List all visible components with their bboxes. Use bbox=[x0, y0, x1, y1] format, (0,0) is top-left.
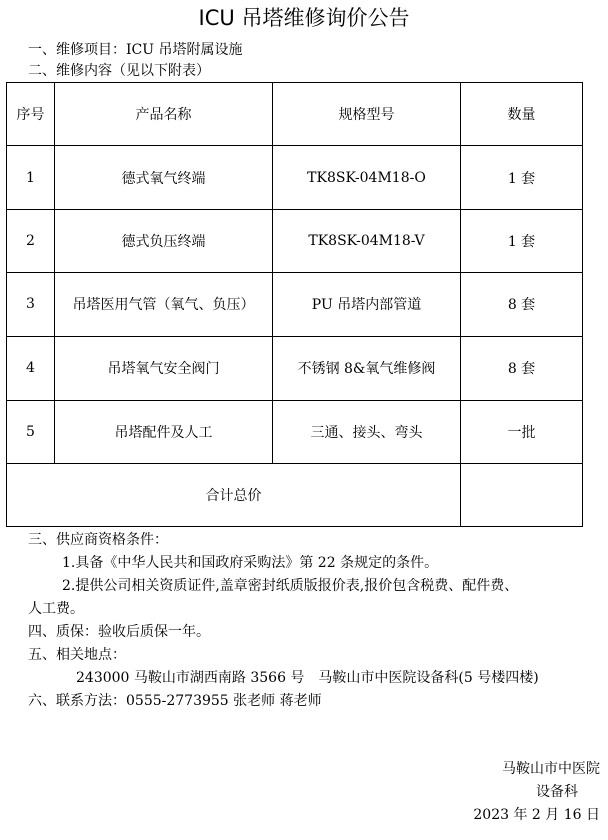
header-quantity: 数量 bbox=[461, 83, 583, 146]
header-product-name: 产品名称 bbox=[55, 83, 273, 146]
page-title: ICU 吊塔维修询价公告 bbox=[198, 6, 410, 30]
row-quantity: 1 套 bbox=[461, 210, 583, 273]
row-index: 1 bbox=[7, 146, 55, 210]
section-5-address: 243000 马鞍山市湖西南路 3566 号 马鞍山市中医院设备科(5 号楼四楼) bbox=[76, 670, 539, 686]
row-quantity: 一批 bbox=[461, 400, 583, 463]
row-quantity: 8 套 bbox=[461, 273, 583, 336]
section-3-item-1: 1.具备《中华人民共和国政府采购法》第 22 条规定的条件。 bbox=[62, 555, 439, 571]
row-spec-model: TK8SK-04M18-O bbox=[273, 146, 461, 210]
table-total-row bbox=[7, 463, 583, 526]
row-spec-model: 三通、接头、弯头 bbox=[273, 400, 461, 463]
row-index: 3 bbox=[7, 273, 55, 336]
section-6-contact: 六、联系方法：0555-2773955 张老师 蒋老师 bbox=[28, 693, 322, 709]
table-row bbox=[7, 210, 583, 273]
row-spec-model: PU 吊塔内部管道 bbox=[273, 273, 461, 336]
section-3-heading: 三、供应商资格条件： bbox=[28, 532, 168, 548]
section-3-item-2: 2.提供公司相关资质证件,盖章密封纸质版报价表,报价包含税费、配件费、 bbox=[62, 578, 519, 594]
section-1-maintenance-item: 一、维修项目：ICU 吊塔附属设施 bbox=[28, 42, 243, 58]
signature-organization: 马鞍山市中医院 bbox=[502, 761, 600, 777]
section-2-maintenance-content: 二、维修内容（见以下附表） bbox=[28, 63, 210, 79]
row-product-name: 吊塔医用气管（氧气、负压） bbox=[55, 273, 273, 336]
row-product-name: 吊塔氧气安全阀门 bbox=[55, 336, 273, 400]
row-index: 5 bbox=[7, 400, 55, 463]
row-quantity: 8 套 bbox=[461, 336, 583, 400]
section-4-warranty: 四、质保：验收后质保一年。 bbox=[28, 624, 210, 640]
items-table bbox=[6, 82, 583, 527]
row-quantity: 1 套 bbox=[461, 146, 583, 210]
table-row bbox=[7, 336, 583, 400]
row-spec-model: 不锈钢 8&氧气维修阀 bbox=[273, 336, 461, 400]
section-5-heading: 五、相关地点： bbox=[28, 647, 126, 663]
table-row bbox=[7, 400, 583, 463]
row-index: 4 bbox=[7, 336, 55, 400]
section-3-item-2-continued: 人工费。 bbox=[28, 601, 84, 617]
row-product-name: 德式氧气终端 bbox=[55, 146, 273, 210]
signature-department: 设备科 bbox=[536, 784, 578, 800]
table-row bbox=[7, 146, 583, 210]
table-header-row bbox=[7, 83, 583, 146]
header-index: 序号 bbox=[7, 83, 55, 146]
row-spec-model: TK8SK-04M18-V bbox=[273, 210, 461, 273]
table-row bbox=[7, 273, 583, 336]
total-price-label: 合计总价 bbox=[7, 463, 461, 526]
row-index: 2 bbox=[7, 210, 55, 273]
row-product-name: 吊塔配件及人工 bbox=[55, 400, 273, 463]
header-spec-model: 规格型号 bbox=[273, 83, 461, 146]
signature-date: 2023 年 2 月 16 日 bbox=[473, 807, 600, 823]
row-product-name: 德式负压终端 bbox=[55, 210, 273, 273]
total-price-value bbox=[461, 463, 583, 526]
